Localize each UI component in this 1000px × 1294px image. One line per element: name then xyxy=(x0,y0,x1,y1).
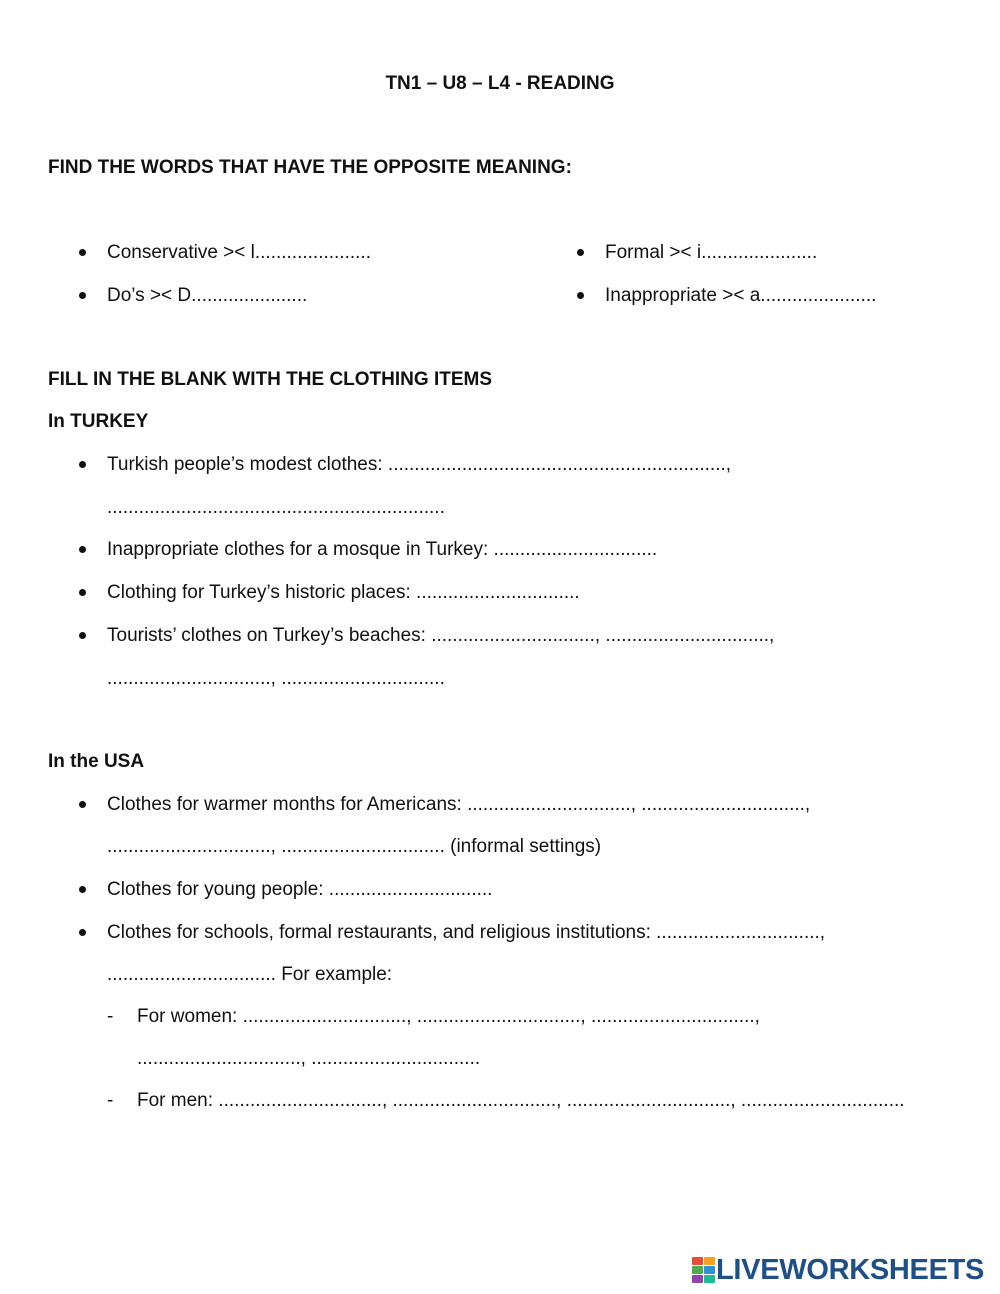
usa-line-formal-cont: ................................ For example: xyxy=(107,964,393,985)
usa-line-warmer-cont: ..............................., ............................... (informal settings) xyxy=(107,836,602,857)
turkey-line-beaches-cont: ..............................., ............................... xyxy=(107,668,445,689)
turkey-line-historic: Clothing for Turkey’s historic places: ............................... xyxy=(107,582,580,603)
usa-line-men: For men: ..............................., ..............................., ..............................., ............................... xyxy=(137,1090,905,1111)
usa-line-women: For women: ..............................., ..............................., ..............................., xyxy=(137,1006,760,1027)
bullet-icon xyxy=(79,546,86,553)
turkey-line-modest: Turkish people’s modest clothes: ................................................................, xyxy=(107,454,732,475)
bullet-icon xyxy=(79,292,86,299)
bullet-icon xyxy=(79,886,86,893)
turkey-line-beaches: Tourists’ clothes on Turkey’s beaches: ..............................., ..............................., xyxy=(107,625,775,646)
bullet-icon xyxy=(79,589,86,596)
clothing-items-heading: FILL IN THE BLANK WITH THE CLOTHING ITEMS xyxy=(48,369,493,390)
liveworksheets-logo xyxy=(692,1253,984,1287)
dash-marker: - xyxy=(107,1006,114,1027)
opposite-item-formal: Formal >< i...................... xyxy=(605,242,818,263)
opposite-item-conservative: Conservative >< l...................... xyxy=(107,242,371,263)
usa-line-young: Clothes for young people: ............................... xyxy=(107,879,493,900)
usa-line-warmer: Clothes for warmer months for Americans: ..............................., ..............................., xyxy=(107,794,811,815)
usa-line-women-cont: ..............................., ................................ xyxy=(137,1048,481,1069)
turkey-line-mosque: Inappropriate clothes for a mosque in Turkey: ............................... xyxy=(107,539,658,560)
dash-marker: - xyxy=(107,1090,114,1111)
liveworksheets-logo-text: LIVEWORKSHEETS xyxy=(716,1254,985,1286)
bullet-icon xyxy=(79,249,86,256)
bullet-icon xyxy=(79,801,86,808)
opposite-item-dos: Do’s >< D...................... xyxy=(107,285,308,306)
bullet-icon xyxy=(79,461,86,468)
usa-line-formal: Clothes for schools, formal restaurants, and religious institutions: ..............................., xyxy=(107,922,826,943)
opposite-item-inappropriate: Inappropriate >< a...................... xyxy=(605,285,877,306)
opposite-meaning-heading: FIND THE WORDS THAT HAVE THE OPPOSITE MEANING: xyxy=(48,157,572,178)
usa-heading: In the USA xyxy=(48,751,145,772)
bullet-icon xyxy=(79,632,86,639)
liveworksheets-logo-icon xyxy=(692,1257,714,1283)
turkey-line-modest-cont: ................................................................ xyxy=(107,497,445,518)
bullet-icon xyxy=(79,929,86,936)
turkey-heading: In TURKEY xyxy=(48,411,149,432)
bullet-icon xyxy=(577,249,584,256)
bullet-icon xyxy=(577,292,584,299)
page-title: TN1 – U8 – L4 - READING xyxy=(385,73,615,94)
